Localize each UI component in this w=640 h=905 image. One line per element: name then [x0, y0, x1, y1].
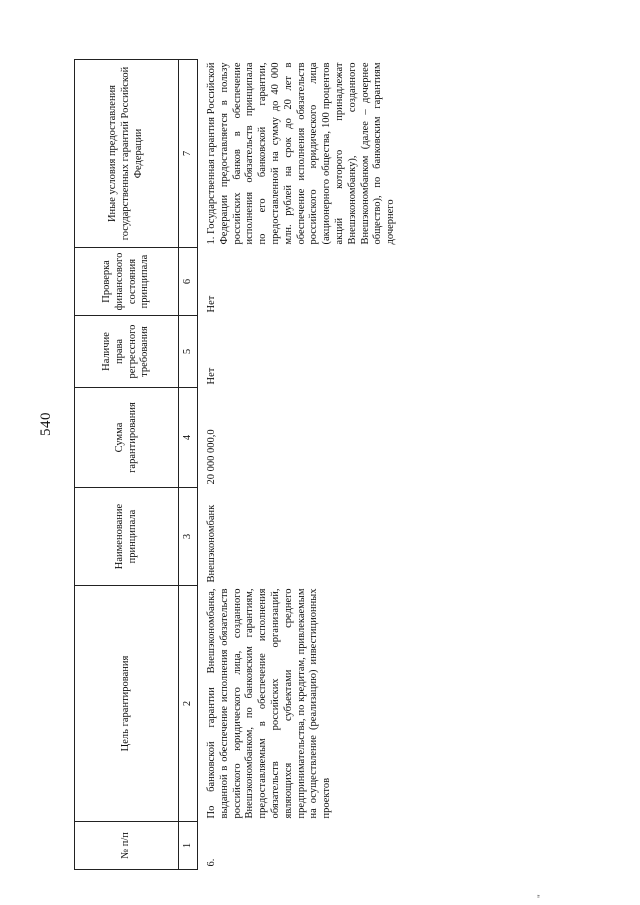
rotated-page	[30, 48, 550, 898]
column-number: 7	[179, 60, 198, 248]
corner-mark: "	[536, 894, 546, 898]
column-number: 2	[179, 586, 198, 822]
guarantee-table	[74, 59, 400, 870]
column-number: 4	[179, 388, 198, 488]
header-regress: Наличие права регрессного требования	[75, 316, 179, 388]
row-purpose: По банковской гарантии Внешэкономбанка, выданной в обеспечение исполнения обязательств российского юридического лица, созданного Внешэкономбанком, по банковским гарантиям, предоставляемым в обеспечение исполнения обязательств российских организаций, являющихся субъектами среднего предпринимательства, по кредитам, привлекаемым на осуществление (реализацию) инвестиционных проектов	[206, 588, 333, 819]
page-number: 540	[38, 412, 54, 436]
table-row	[198, 60, 400, 870]
column-number: 6	[179, 248, 198, 316]
column-number-row	[179, 60, 198, 870]
row-num: 6.	[206, 858, 217, 867]
row-principal: Внешэкономбанк	[206, 504, 217, 583]
header-amount: Сумма гарантирования	[75, 388, 179, 488]
header-num: № п/п	[75, 822, 179, 870]
row-other-conditions: 1. Государственная гарантия Российской Федерации предоставляется в пользу российских банков в обеспечение исполнения обязательств принципала по его банковской гарантии, предоставленной на сумму до 40 000 млн. рублей на срок до 20 лет в обеспечение исполнения обязательств российского юридического лица (акционерного общества, 100 процентов акций которого принадлежат Внешэкономбанку), созданного Внешэкономбанком (далее – дочернее общество), по банковским гарантиям дочернего	[206, 62, 397, 245]
row-regress: Нет	[206, 367, 217, 385]
column-number: 1	[179, 822, 198, 870]
column-number: 3	[179, 488, 198, 586]
row-amount: 20 000 000,0	[206, 429, 217, 485]
row-financial-check: Нет	[206, 295, 217, 313]
header-purpose: Цель гарантирования	[75, 586, 179, 822]
header-other-conditions: Иные условия предоставления государственных гарантий Российской Федерации	[75, 60, 179, 248]
header-financial-check: Проверка финансового состояния принципала	[75, 248, 179, 316]
header-row	[75, 60, 179, 870]
header-principal: Наименование принципала	[75, 488, 179, 586]
column-number: 5	[179, 316, 198, 388]
